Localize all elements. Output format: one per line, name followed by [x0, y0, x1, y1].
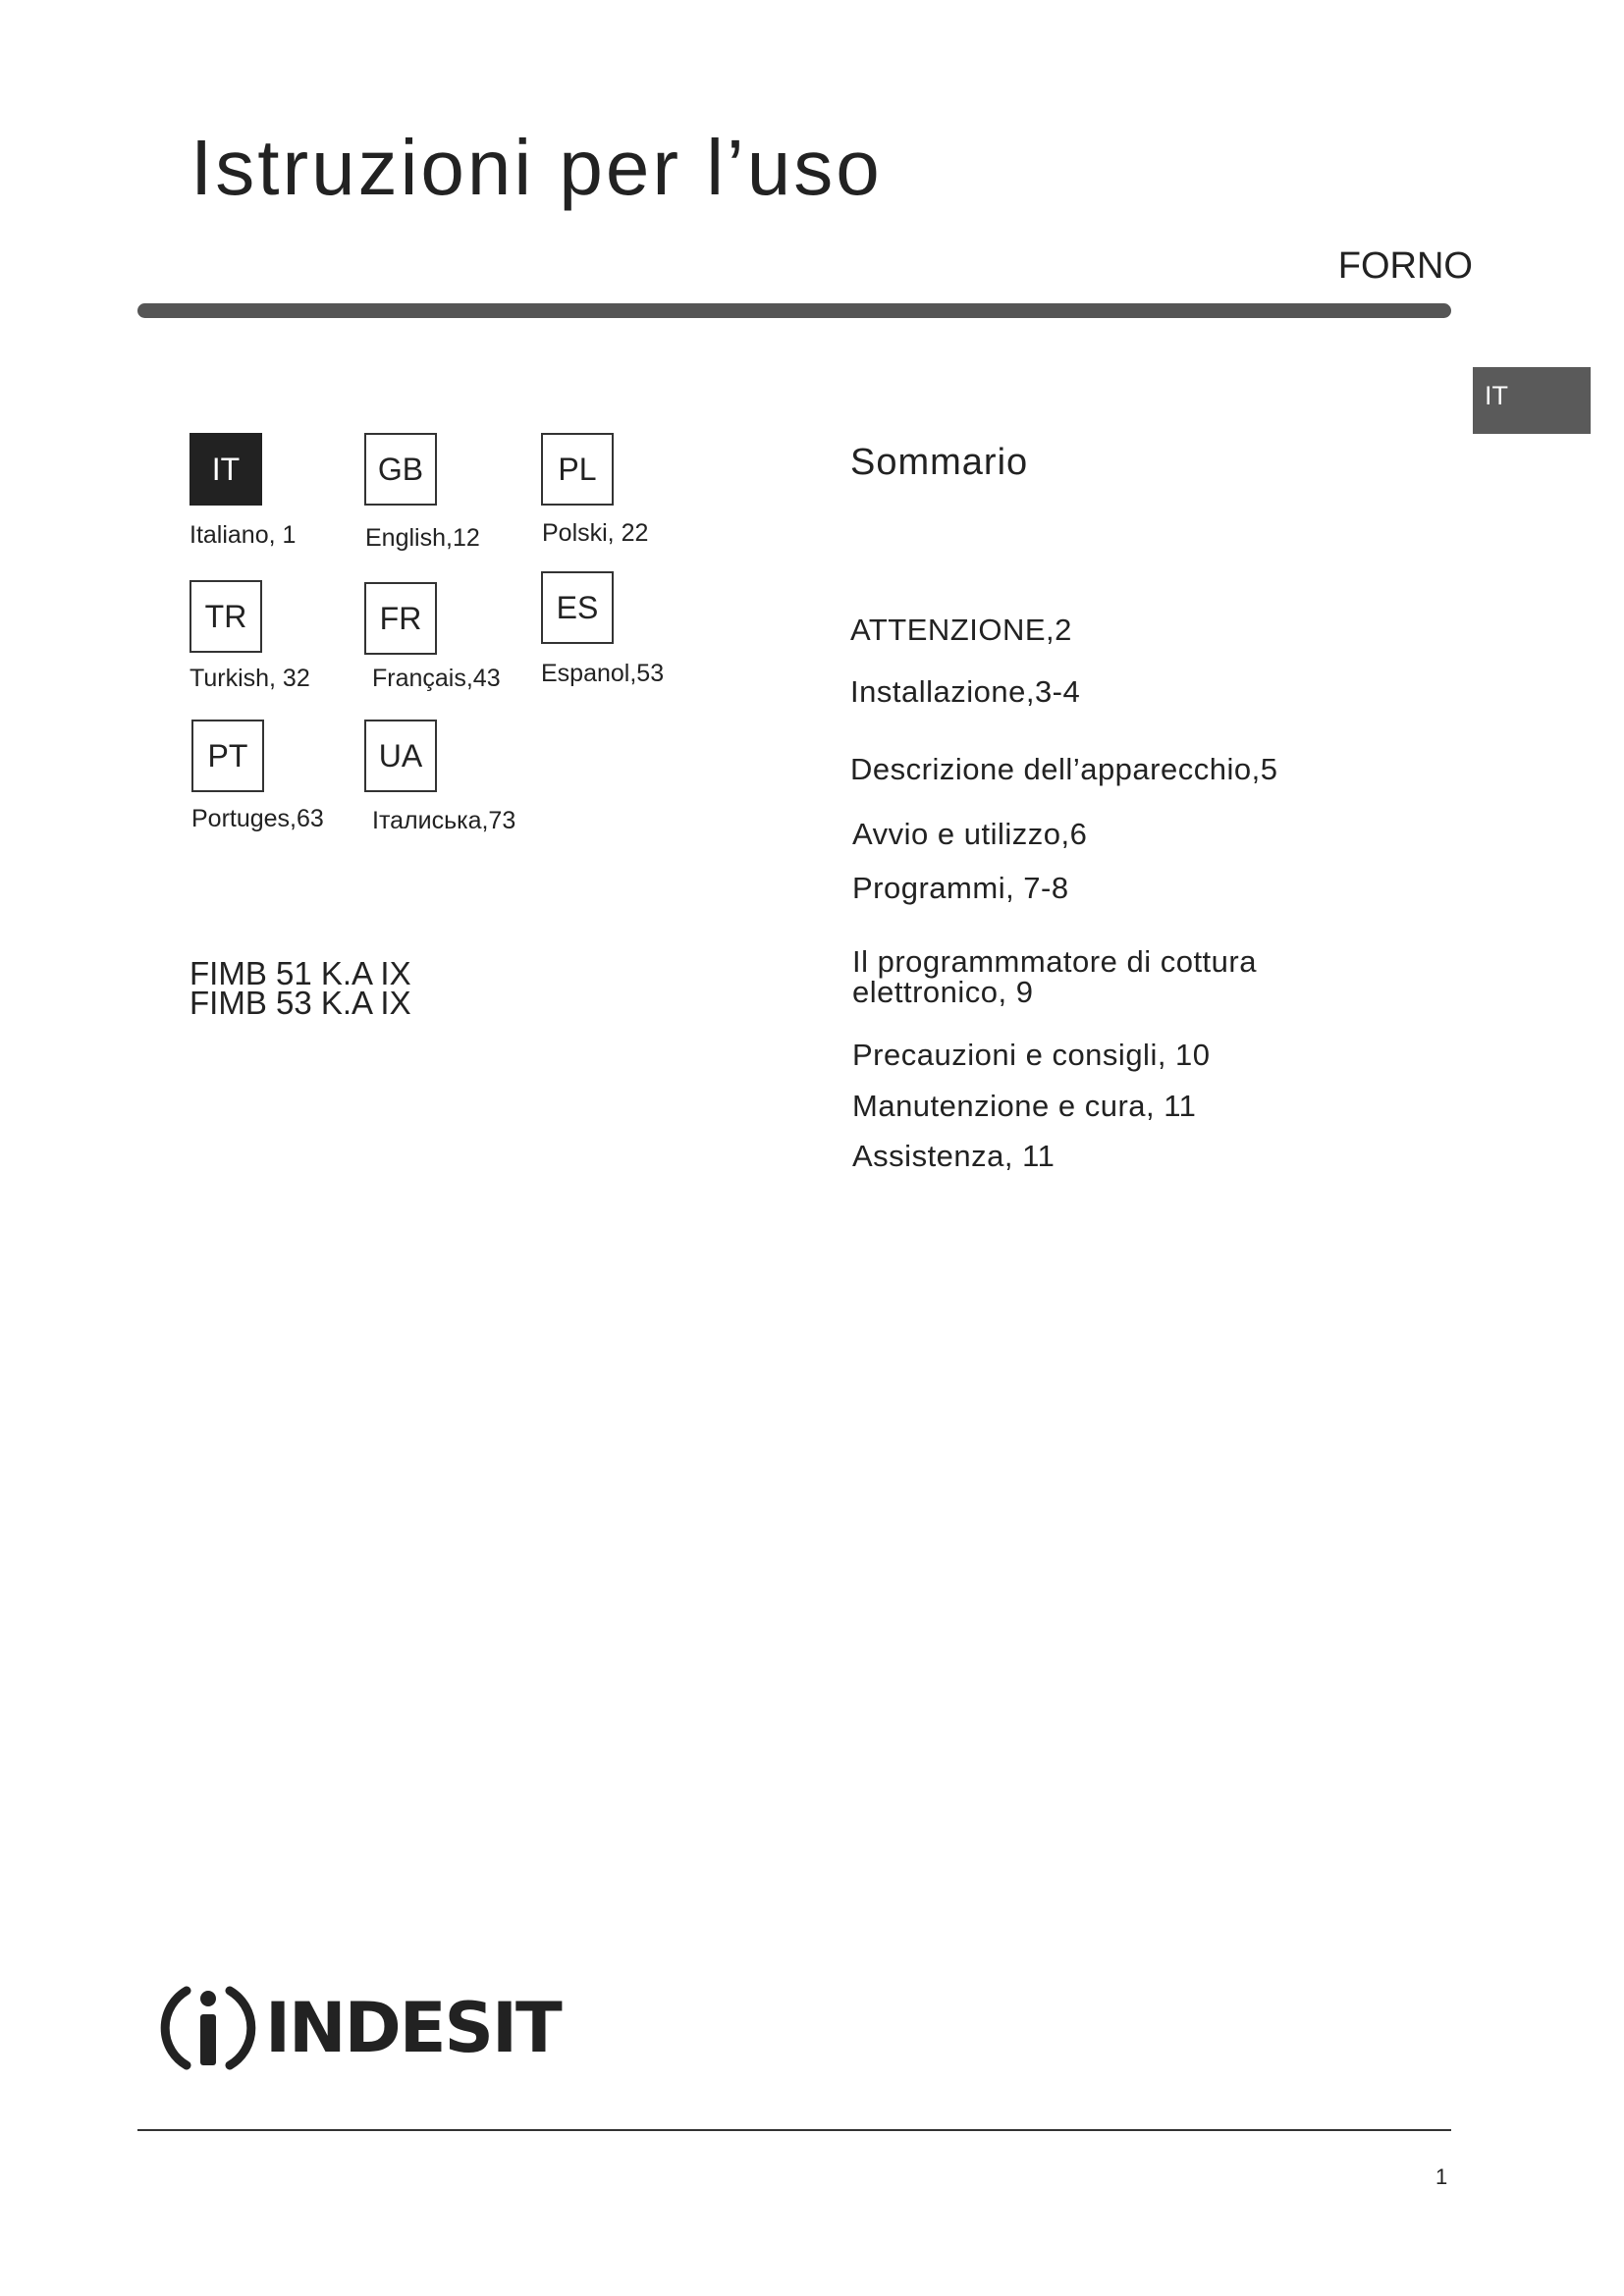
brand-logo — [157, 1977, 561, 2079]
model-number: FIMB 53 K.A IX — [189, 985, 411, 1021]
lang-code-box[interactable]: PT — [191, 720, 264, 792]
page-number: 1 — [1435, 2164, 1448, 2189]
contents-item[interactable]: Avvio e utilizzo,6 — [852, 817, 1088, 851]
footer-divider — [137, 2129, 1451, 2131]
contents-item[interactable]: Programmi, 7-8 — [852, 871, 1069, 905]
indesit-i-logo-icon — [157, 1977, 259, 2079]
language-tab: IT — [1473, 367, 1591, 434]
contents-title: Sommario — [850, 442, 1029, 483]
lang-label: Turkish, 32 — [189, 665, 310, 692]
lang-label: Polski, 22 — [542, 519, 649, 547]
brand-wordmark: INDESIT — [265, 1988, 561, 2068]
lang-code-box[interactable]: GB — [364, 433, 437, 506]
lang-label: Italiano, 1 — [189, 521, 297, 549]
lang-code-box[interactable]: TR — [189, 580, 262, 653]
contents-item[interactable]: Installazione,3-4 — [850, 674, 1081, 709]
contents-item[interactable]: ATTENZIONE,2 — [850, 613, 1072, 647]
header-divider — [137, 303, 1451, 318]
page-title: Istruzioni per l’uso — [190, 124, 883, 211]
lang-label: Portuges,63 — [191, 805, 324, 832]
product-category: FORNO — [1337, 245, 1473, 287]
lang-code-box[interactable]: PL — [541, 433, 614, 506]
lang-code-box[interactable]: FR — [364, 582, 437, 655]
model-number: FIMB 51 K.A IX — [189, 955, 411, 991]
lang-code-box[interactable]: IT — [189, 433, 262, 506]
lang-label: Espanol,53 — [541, 660, 665, 687]
contents-item[interactable]: Manutenzione e cura, 11 — [852, 1089, 1197, 1123]
lang-label: Італиська,73 — [372, 807, 516, 834]
contents-item[interactable]: Descrizione dell’apparecchio,5 — [850, 752, 1278, 786]
lang-code-box[interactable]: ES — [541, 571, 614, 644]
contents-item-continued[interactable]: elettronico, 9 — [852, 975, 1034, 1009]
lang-code-box[interactable]: UA — [364, 720, 437, 792]
contents-item[interactable]: Assistenza, 11 — [852, 1139, 1056, 1173]
contents-item[interactable]: Il programmmatore di cottura — [852, 944, 1257, 979]
contents-item[interactable]: Precauzioni e consigli, 10 — [852, 1038, 1211, 1072]
lang-label: Français,43 — [372, 665, 501, 692]
lang-label: English,12 — [365, 524, 480, 552]
